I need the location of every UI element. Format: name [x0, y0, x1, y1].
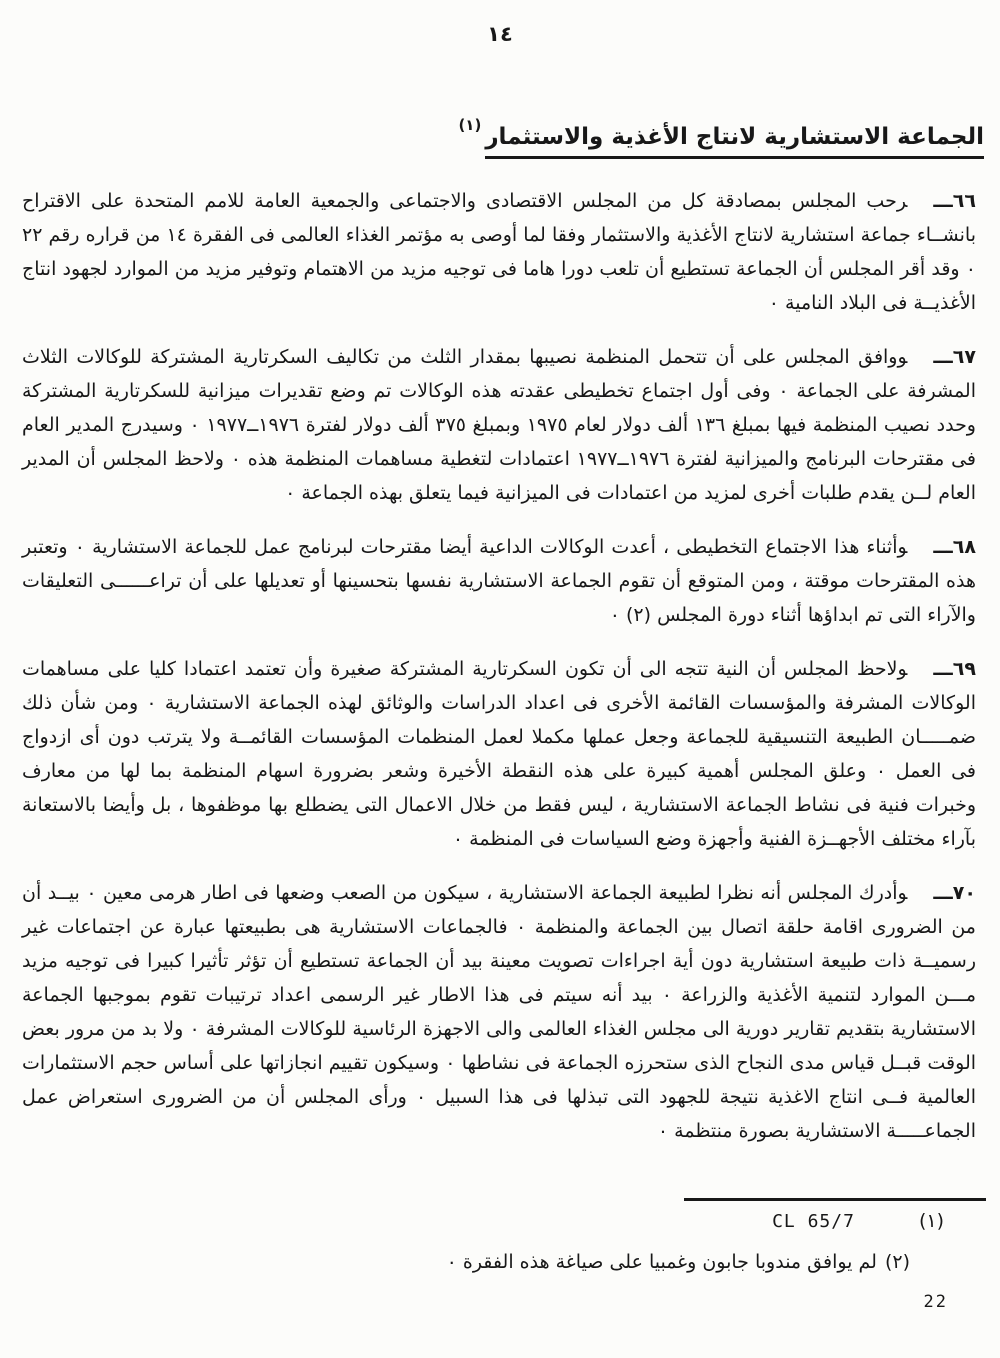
- paragraph-66: [22, 184, 976, 320]
- paragraph-68-number: ٦٨ـــ: [933, 536, 976, 558]
- footnotes: [22, 1198, 986, 1278]
- paragraph-70-number: ٧٠ـــ: [933, 882, 976, 904]
- paragraph-66-number: ٦٦ـــ: [933, 190, 976, 212]
- paragraph-67-number: ٦٧ـــ: [933, 346, 976, 368]
- footnote-2-marker: (٢): [884, 1251, 910, 1273]
- paragraph-69: [22, 652, 976, 856]
- section-heading: [458, 116, 984, 150]
- paragraph-66-text: رحب المجلس بمصادقة كل من المجلس الاقتصادى والاجتماعى والجمعية العامة للامم المتحدة على الاقتراح بانشــاء جماعة استشارية لانتاج الأغذية والاستثمار وفقا لما أوصى به مؤتمر الغذاء العالمى فى الفقرة ١٤ من قراره رقم ٢٢ ٠ وقد أقر المجلس أن الجماعة تستطيع أن تلعب دورا هاما فى توجيه مزيد من الاهتمام وتوفير مزيد من الموارد لجهود انتاج الأغذيــة فى البلاد النامية ٠: [22, 190, 976, 314]
- footnote-1: [22, 1205, 986, 1238]
- paragraph-68: [22, 530, 976, 632]
- footnote-1-marker: (١): [918, 1210, 944, 1232]
- paragraph-67-text: ووافق المجلس على أن تتحمل المنظمة نصيبها بمقدار الثلث من تكاليف السكرتارية المشتركة للوكالات الثلاث المشرفة على الجماعة ٠ وفى أول اجتماع تخطيطى عقدته هذه الوكالات تم وضع تقديرات ميزانية للسكرتارية المشتركة وحدد نصيب المنظمة فيها بمبلغ ١٣٦ ألف دولار لعام ١٩٧٥ وبمبلغ ٣٧٥ ألف دولار لفترة ١٩٧٦ــ١٩٧٧ ٠ وسيدرج المدير العام فى مقترحات البرنامج والميزانية لفترة ١٩٧٦ــ١٩٧٧ اعتمادات لتغطية مساهمات المنظمة هذه ٠ ولاحظ المجلس أن المدير العام لــن يقدم طلبات أخرى لمزيد من اعتمادات فى الميزانية فيما يتعلق بهذه الجماعة ٠: [22, 346, 976, 504]
- paragraph-69-text: ولاحظ المجلس أن النية تتجه الى أن تكون السكرتارية المشتركة صغيرة وأن تعتمد اعتمادا كليا على مساهمات الوكالات المشرفة والمؤسسات القائمة الأخرى فى اعداد الدراسات والوثائق لهذه الجماعة الاستشارية ٠ ومن شأن ذلك ضمـــــان الطبيعة التنسيقية للجماعة وجعل عملها مكملا لعمل المنظمات المؤسسات القائمــة ولا يترتب دون أى ازدواج فى العمل ٠ وعلق المجلس أهمية كبيرة على هذه النقطة الأخيرة وشعر بضرورة اسهام المنظمة بما لها من معارف وخبرات فنية فى نشاط الجماعة الاستشارية ، ليس فقط من خلال الاعمال التى يضطلع بها موظفوها ، بل وأيضا بالاستعانة بآراء مختلف الأجهــزة الفنية وأجهزة وضع السياسات فى المنظمة ٠: [22, 658, 976, 850]
- document-body: [22, 184, 976, 1168]
- paragraph-68-text: وأثناء هذا الاجتماع التخطيطى ، أعدت الوكالات الداعية أيضا مقترحات لبرنامج عمل للجماعة الاستشارية ٠ وتعتبر هذه المقترحات موقتة ، ومن المتوقع أن تقوم الجماعة الاستشارية نفسها بتحسينها أو تعديلها على أن تراعــــــى التعليقات والآراء التى تم ابداؤها أثناء دورة المجلس (٢) ٠: [22, 536, 976, 626]
- footnote-1-text: CL 65/7: [772, 1211, 855, 1232]
- paragraph-69-number: ٦٩ـــ: [933, 658, 976, 680]
- heading-footnote-ref: (١): [458, 116, 482, 134]
- footnote-2: [22, 1246, 986, 1278]
- paragraph-67: [22, 340, 976, 510]
- paragraph-70: [22, 876, 976, 1148]
- page-number-top: ١٤: [487, 22, 513, 46]
- footnote-2-text: لم يوافق مندوبا جابون وغمبيا على صياغة هذه الفقرة ٠: [446, 1251, 877, 1273]
- section-heading-text: الجماعة الاستشارية لانتاج الأغذية والاستثمار: [485, 124, 984, 159]
- footnote-divider: [684, 1198, 986, 1201]
- paragraph-70-text: وأدرك المجلس أنه نظرا لطبيعة الجماعة الاستشارية ، سيكون من الصعب وضعها فى اطار هرمى معين ٠ بيــد أن من الضرورى اقامة حلقة اتصال بين الجماعة والمنظمة ٠ فالجماعات الاستشارية هى بطبيعتها عبارة عن اجتماعات غير رسميــة ذات طبيعة استشارية دون أية اجراءات تصويت معينة بيد أن الجماعة تستطيع أن تؤثر تأثيرا كبيرا فى توجيه مزيد مـــن الموارد لتنمية الأغذية والزراعة ٠ بيد أنه سيتم فى هذا الاطار غير الرسمى اعداد ترتيبات تقوم بموجبها الجماعة الاستشارية بتقديم تقارير دورية الى مجلس الغذاء العالمى والى الاجهزة الرئاسية للوكالات المشرفة ٠ ولا بد من مرور بعض الوقت قبــل قياس مدى النجاح الذى ستحرزه الجماعة فى نشاطها ٠ وسيكون تقييم انجازاتها على أساس حجم الاستثمارات العالمية فــى انتاج الاغذية نتيجة للجهود التى تبذلها فى هذا السبيل ٠ ورأى المجلس أن من الضرورى استعراض عمل الجماعـــــة الاستشارية بصورة منتظمة ٠: [22, 882, 977, 1142]
- page-number-bottom: 22: [923, 1292, 948, 1312]
